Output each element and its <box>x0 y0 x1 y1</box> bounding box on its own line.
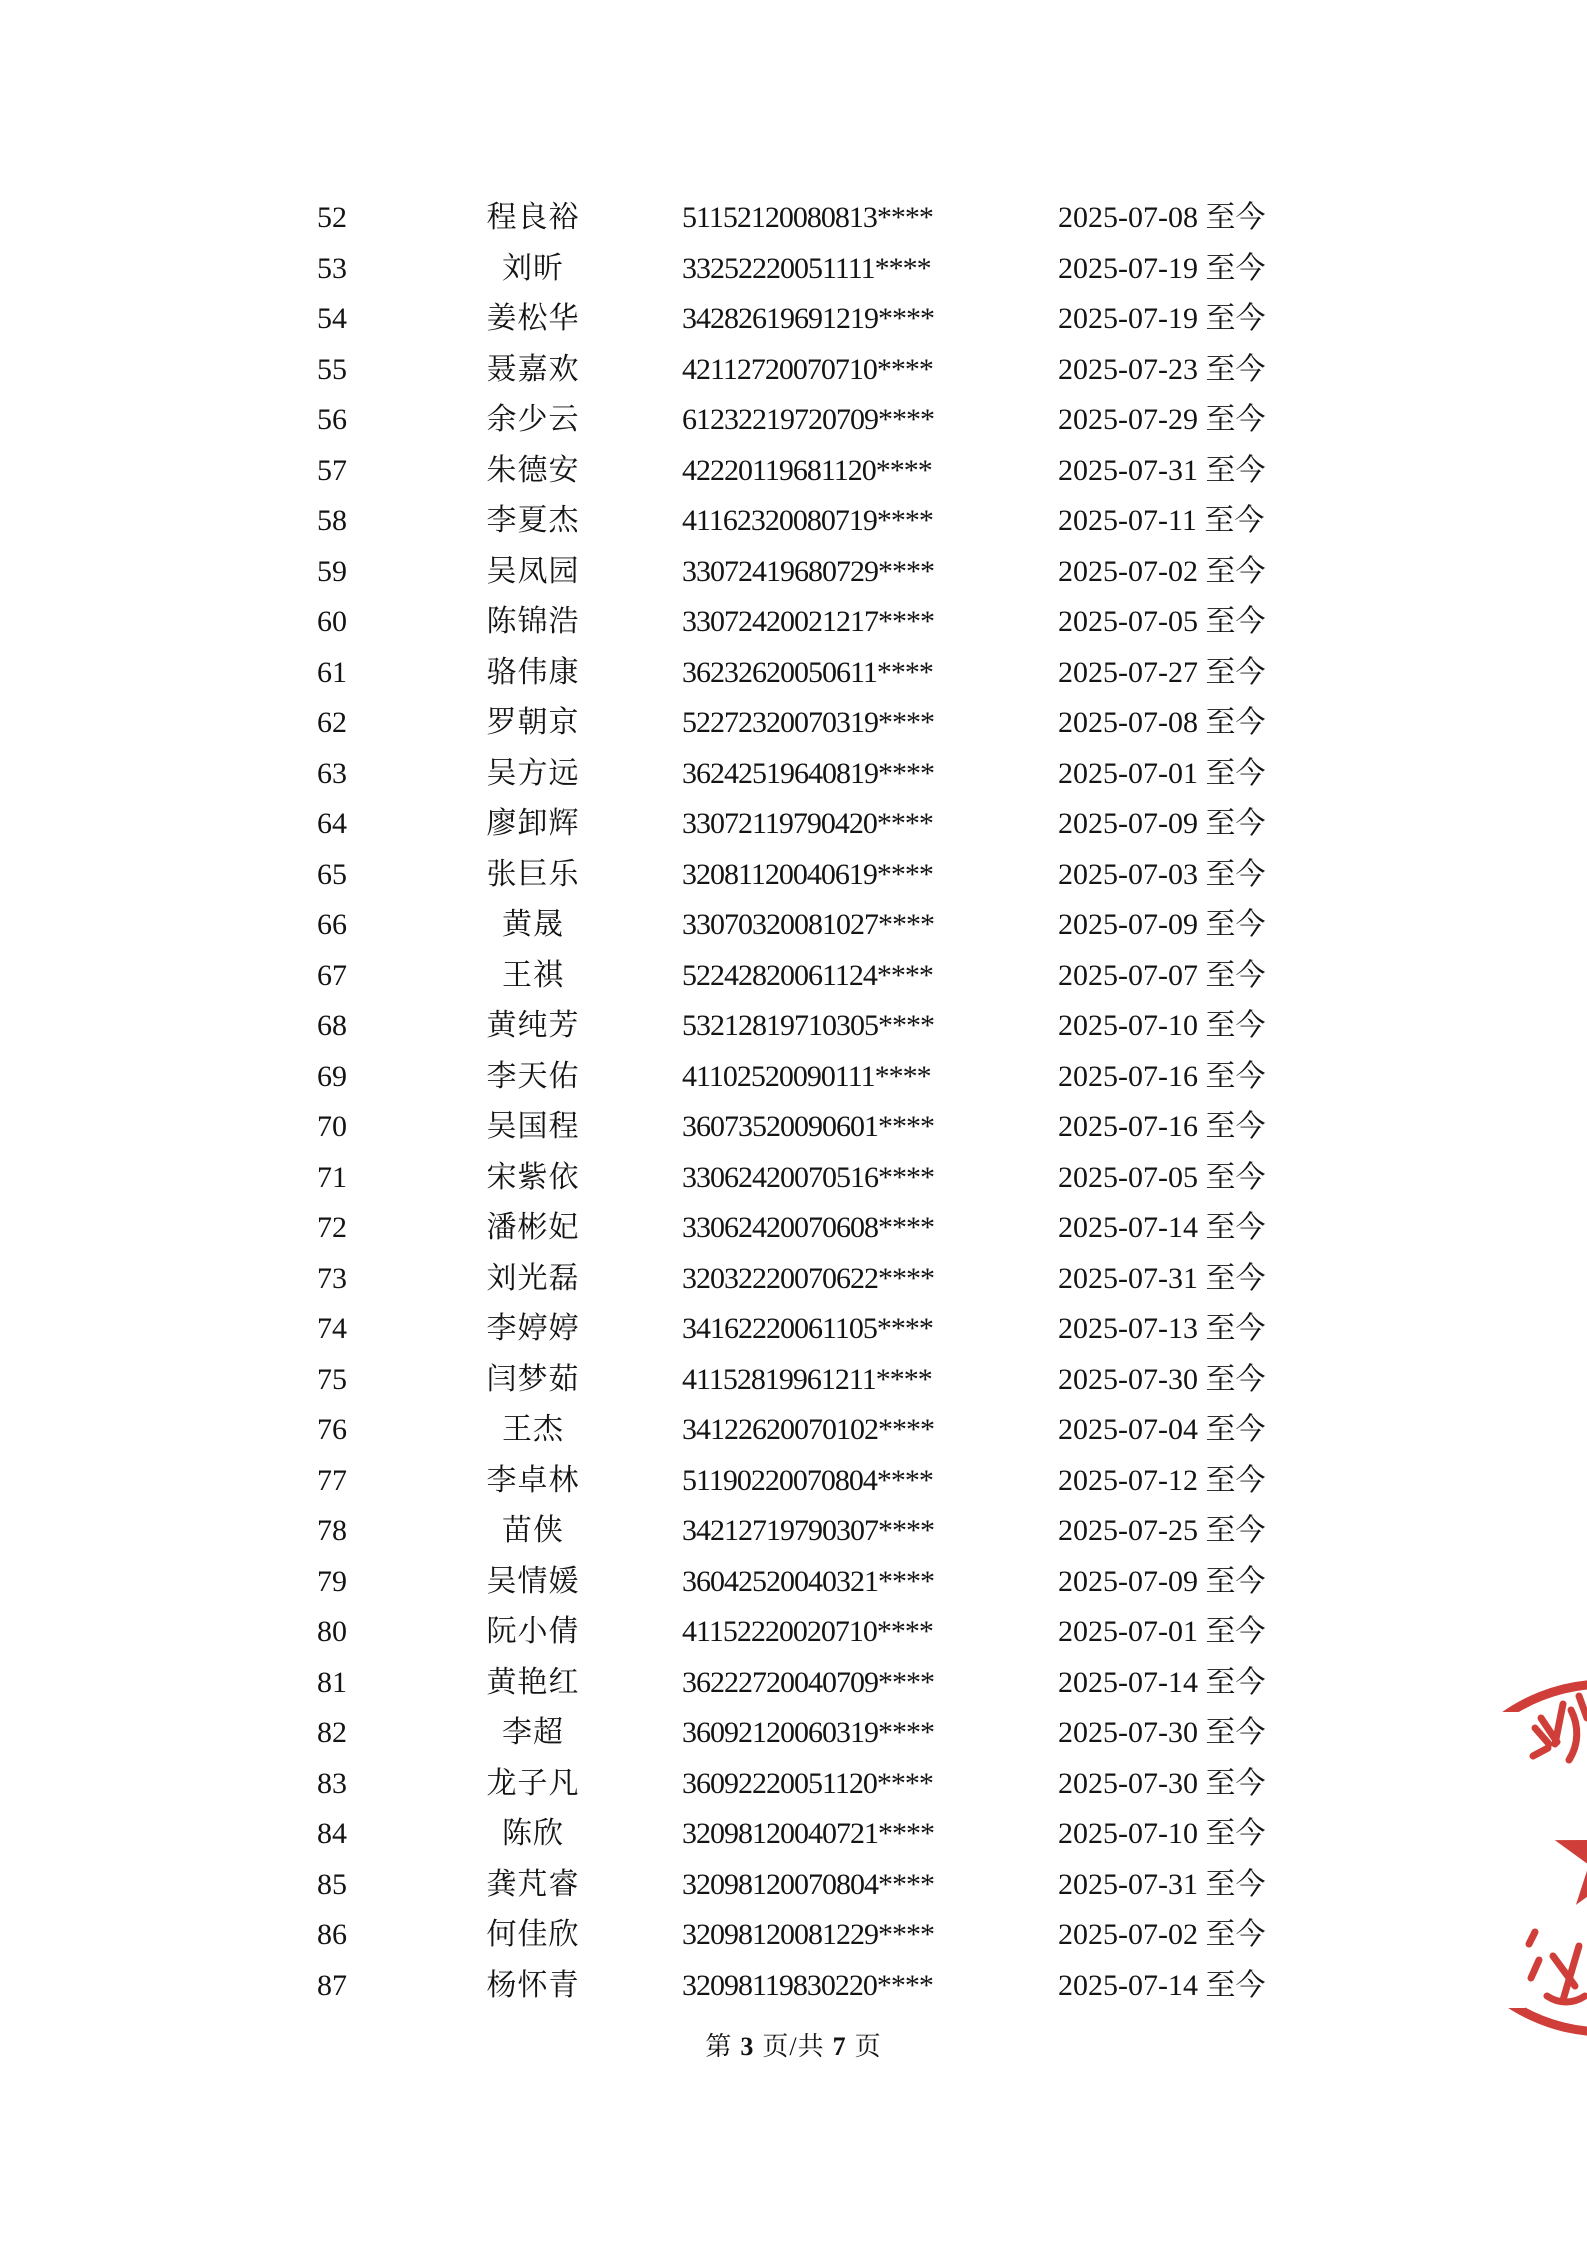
table-row <box>0 1052 1587 1103</box>
footer-page-number: 3 <box>740 2032 755 2061</box>
validity-period: 2025-07-19 至今 <box>1058 251 1266 285</box>
table-row <box>0 1607 1587 1658</box>
id-number: 33072119790420**** <box>682 807 933 841</box>
table-row <box>0 1759 1587 1810</box>
table-row <box>0 1001 1587 1052</box>
table-row <box>0 749 1587 800</box>
table-row <box>0 1304 1587 1355</box>
validity-period: 2025-07-23 至今 <box>1058 352 1266 386</box>
person-name: 李天佑 <box>486 1059 580 1093</box>
table-row <box>0 345 1587 396</box>
row-number: 58 <box>317 504 347 538</box>
row-number: 76 <box>317 1413 347 1447</box>
validity-period: 2025-07-30 至今 <box>1058 1362 1266 1396</box>
validity-period: 2025-07-31 至今 <box>1058 1261 1266 1295</box>
id-number: 36073520090601**** <box>682 1110 934 1144</box>
row-number: 57 <box>317 453 347 487</box>
person-name: 朱德安 <box>486 453 580 487</box>
footer-total-pages: 7 <box>832 2032 847 2061</box>
person-name: 何佳欣 <box>486 1918 580 1952</box>
person-name: 吴国程 <box>486 1110 580 1144</box>
row-number: 70 <box>317 1110 347 1144</box>
validity-period: 2025-07-30 至今 <box>1058 1766 1266 1800</box>
validity-period: 2025-07-01 至今 <box>1058 756 1266 790</box>
row-number: 80 <box>317 1615 347 1649</box>
table-row <box>0 547 1587 598</box>
validity-period: 2025-07-02 至今 <box>1058 554 1266 588</box>
validity-period: 2025-07-09 至今 <box>1058 908 1266 942</box>
validity-period: 2025-07-05 至今 <box>1058 605 1266 639</box>
table-row <box>0 1910 1587 1961</box>
row-number: 75 <box>317 1362 347 1396</box>
table-row <box>0 395 1587 446</box>
table-row <box>0 1355 1587 1406</box>
validity-period: 2025-07-29 至今 <box>1058 403 1266 437</box>
row-number: 83 <box>317 1766 347 1800</box>
table-row <box>0 1254 1587 1305</box>
row-number: 81 <box>317 1665 347 1699</box>
id-number: 32098120070804**** <box>682 1867 934 1901</box>
row-number: 79 <box>317 1564 347 1598</box>
person-name: 骆伟康 <box>486 655 580 689</box>
validity-period: 2025-07-14 至今 <box>1058 1665 1266 1699</box>
table-row <box>0 1658 1587 1709</box>
id-number: 41152819961211**** <box>682 1362 932 1396</box>
id-number: 33252220051111**** <box>682 251 931 285</box>
validity-period: 2025-07-02 至今 <box>1058 1918 1266 1952</box>
row-number: 87 <box>317 1968 347 2002</box>
id-number: 41152220020710**** <box>682 1615 933 1649</box>
person-name: 刘光磊 <box>486 1261 580 1295</box>
table-row <box>0 799 1587 850</box>
person-name: 王杰 <box>502 1413 564 1447</box>
table-row <box>0 1860 1587 1911</box>
person-name: 阮小倩 <box>486 1615 580 1649</box>
person-name: 李婷婷 <box>486 1312 580 1346</box>
person-name: 聂嘉欢 <box>486 352 580 386</box>
id-number: 36232620050611**** <box>682 655 933 689</box>
table-row <box>0 648 1587 699</box>
row-number: 65 <box>317 857 347 891</box>
table-row <box>0 1809 1587 1860</box>
id-number: 33070320081027**** <box>682 908 934 942</box>
validity-period: 2025-07-09 至今 <box>1058 1564 1266 1598</box>
table-row <box>0 193 1587 244</box>
table-row <box>0 1405 1587 1456</box>
row-number: 77 <box>317 1463 347 1497</box>
roster-table <box>0 193 1587 2011</box>
validity-period: 2025-07-16 至今 <box>1058 1059 1266 1093</box>
id-number: 42112720070710**** <box>682 352 933 386</box>
row-number: 85 <box>317 1867 347 1901</box>
table-row <box>0 1708 1587 1759</box>
table-row <box>0 294 1587 345</box>
id-number: 42220119681120**** <box>682 453 932 487</box>
person-name: 陈欣 <box>502 1817 564 1851</box>
table-row <box>0 1153 1587 1204</box>
person-name: 吴凤园 <box>486 554 580 588</box>
row-number: 61 <box>317 655 347 689</box>
row-number: 55 <box>317 352 347 386</box>
footer-label-infix: 页/共 <box>762 2032 825 2061</box>
row-number: 68 <box>317 1009 347 1043</box>
validity-period: 2025-07-10 至今 <box>1058 1009 1266 1043</box>
row-number: 73 <box>317 1261 347 1295</box>
table-row <box>0 597 1587 648</box>
validity-period: 2025-07-01 至今 <box>1058 1615 1266 1649</box>
id-number: 53212819710305**** <box>682 1009 934 1043</box>
row-number: 63 <box>317 756 347 790</box>
footer-label-suffix: 页 <box>854 2032 882 2061</box>
person-name: 吴方远 <box>486 756 580 790</box>
row-number: 52 <box>317 201 347 235</box>
validity-period: 2025-07-19 至今 <box>1058 302 1266 336</box>
id-number: 36092120060319**** <box>682 1716 934 1750</box>
person-name: 闫梦茹 <box>486 1362 580 1396</box>
person-name: 李夏杰 <box>486 504 580 538</box>
id-number: 32098120081229**** <box>682 1918 934 1952</box>
validity-period: 2025-07-10 至今 <box>1058 1817 1266 1851</box>
table-row <box>0 1961 1587 2012</box>
validity-period: 2025-07-12 至今 <box>1058 1463 1266 1497</box>
row-number: 82 <box>317 1716 347 1750</box>
validity-period: 2025-07-30 至今 <box>1058 1716 1266 1750</box>
validity-period: 2025-07-07 至今 <box>1058 958 1266 992</box>
row-number: 67 <box>317 958 347 992</box>
id-number: 32098119830220**** <box>682 1968 933 2002</box>
validity-period: 2025-07-09 至今 <box>1058 807 1266 841</box>
id-number: 52242820061124**** <box>682 958 933 992</box>
id-number: 36042520040321**** <box>682 1564 934 1598</box>
row-number: 78 <box>317 1514 347 1548</box>
id-number: 33072419680729**** <box>682 554 934 588</box>
table-row <box>0 1557 1587 1608</box>
table-row <box>0 1506 1587 1557</box>
validity-period: 2025-07-03 至今 <box>1058 857 1266 891</box>
validity-period: 2025-07-25 至今 <box>1058 1514 1266 1548</box>
person-name: 潘彬妃 <box>486 1211 580 1245</box>
row-number: 60 <box>317 605 347 639</box>
person-name: 黄纯芳 <box>486 1009 580 1043</box>
row-number: 66 <box>317 908 347 942</box>
person-name: 陈锦浩 <box>486 605 580 639</box>
person-name: 张巨乐 <box>486 857 580 891</box>
person-name: 李卓林 <box>486 1463 580 1497</box>
table-row <box>0 1203 1587 1254</box>
person-name: 吴情媛 <box>486 1564 580 1598</box>
table-row <box>0 496 1587 547</box>
person-name: 杨怀青 <box>486 1968 580 2002</box>
person-name: 廖卸辉 <box>486 807 580 841</box>
table-row <box>0 1456 1587 1507</box>
id-number: 34212719790307**** <box>682 1514 934 1548</box>
validity-period: 2025-07-11 至今 <box>1058 504 1265 538</box>
row-number: 69 <box>317 1059 347 1093</box>
person-name: 姜松华 <box>486 302 580 336</box>
row-number: 62 <box>317 706 347 740</box>
person-name: 罗朝京 <box>486 706 580 740</box>
person-name: 龙子凡 <box>486 1766 580 1800</box>
id-number: 61232219720709**** <box>682 403 934 437</box>
table-row <box>0 244 1587 295</box>
validity-period: 2025-07-08 至今 <box>1058 706 1266 740</box>
person-name: 王祺 <box>502 958 564 992</box>
row-number: 72 <box>317 1211 347 1245</box>
person-name: 余少云 <box>486 403 580 437</box>
validity-period: 2025-07-14 至今 <box>1058 1968 1266 2002</box>
row-number: 84 <box>317 1817 347 1851</box>
id-number: 51190220070804**** <box>682 1463 933 1497</box>
id-number: 51152120080813**** <box>682 201 933 235</box>
validity-period: 2025-07-04 至今 <box>1058 1413 1266 1447</box>
validity-period: 2025-07-27 至今 <box>1058 655 1266 689</box>
id-number: 33072420021217**** <box>682 605 934 639</box>
id-number: 32081120040619**** <box>682 857 933 891</box>
id-number: 32098120040721**** <box>682 1817 934 1851</box>
row-number: 71 <box>317 1160 347 1194</box>
person-name: 李超 <box>502 1716 564 1750</box>
validity-period: 2025-07-14 至今 <box>1058 1211 1266 1245</box>
id-number: 36092220051120**** <box>682 1766 933 1800</box>
row-number: 56 <box>317 403 347 437</box>
id-number: 41102520090111**** <box>682 1059 931 1093</box>
person-name: 黄晟 <box>502 908 564 942</box>
footer-label-prefix: 第 <box>705 2032 733 2061</box>
validity-period: 2025-07-31 至今 <box>1058 453 1266 487</box>
person-name: 宋紫依 <box>486 1160 580 1194</box>
table-row <box>0 446 1587 497</box>
id-number: 34162220061105**** <box>682 1312 933 1346</box>
id-number: 34282619691219**** <box>682 302 934 336</box>
id-number: 36242519640819**** <box>682 756 934 790</box>
person-name: 程良裕 <box>486 201 580 235</box>
validity-period: 2025-07-08 至今 <box>1058 201 1266 235</box>
table-row <box>0 850 1587 901</box>
table-row <box>0 900 1587 951</box>
id-number: 33062420070608**** <box>682 1211 934 1245</box>
table-row <box>0 951 1587 1002</box>
person-name: 刘昕 <box>502 251 564 285</box>
id-number: 32032220070622**** <box>682 1261 934 1295</box>
row-number: 59 <box>317 554 347 588</box>
table-row <box>0 1102 1587 1153</box>
validity-period: 2025-07-13 至今 <box>1058 1312 1266 1346</box>
row-number: 74 <box>317 1312 347 1346</box>
id-number: 52272320070319**** <box>682 706 934 740</box>
validity-period: 2025-07-05 至今 <box>1058 1160 1266 1194</box>
row-number: 64 <box>317 807 347 841</box>
id-number: 34122620070102**** <box>682 1413 934 1447</box>
person-name: 龚芃睿 <box>486 1867 580 1901</box>
row-number: 53 <box>317 251 347 285</box>
validity-period: 2025-07-16 至今 <box>1058 1110 1266 1144</box>
id-number: 36222720040709**** <box>682 1665 934 1699</box>
id-number: 33062420070516**** <box>682 1160 934 1194</box>
person-name: 黄艳红 <box>486 1665 580 1699</box>
id-number: 41162320080719**** <box>682 504 933 538</box>
validity-period: 2025-07-31 至今 <box>1058 1867 1266 1901</box>
row-number: 54 <box>317 302 347 336</box>
table-row <box>0 698 1587 749</box>
page-footer <box>0 2026 1587 2063</box>
person-name: 苗侠 <box>502 1514 564 1548</box>
row-number: 86 <box>317 1918 347 1952</box>
